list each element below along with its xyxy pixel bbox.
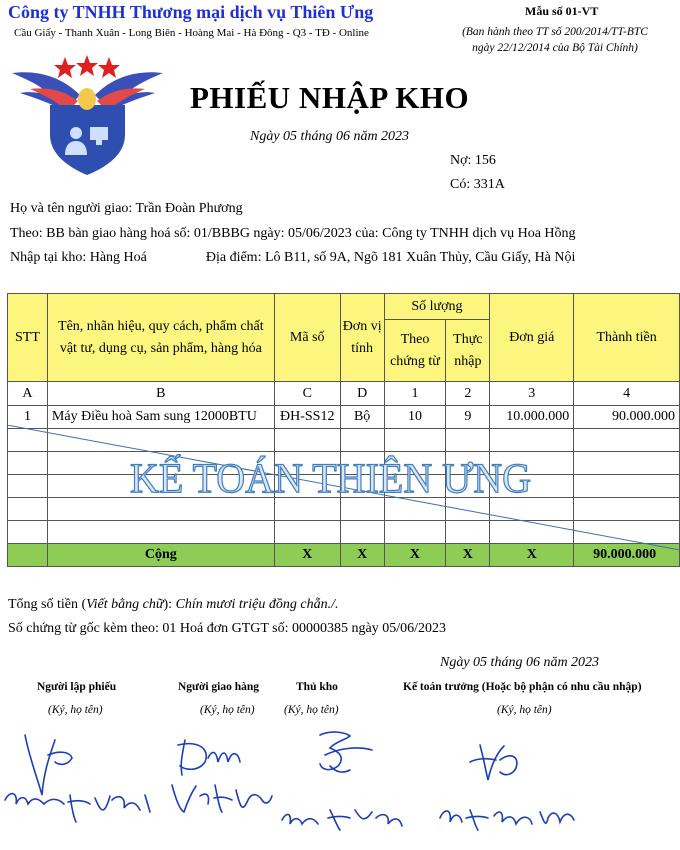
watermark-text: KẾ TOÁN THIÊN ƯNG <box>130 454 532 503</box>
header-qty-doc: Theo chứng từ <box>384 320 446 382</box>
role-hint-storekeeper: (Ký, họ tên) <box>284 704 339 716</box>
index-cell: 4 <box>574 382 680 406</box>
cell-name: Máy Điều hoà Sam sung 12000BTU <box>47 406 274 429</box>
index-cell: B <box>47 382 274 406</box>
table-index-row <box>8 382 680 406</box>
header-price: Đơn giá <box>490 294 574 382</box>
warehouse-location: Địa điểm: Lô B11, số 9A, Ngõ 181 Xuân Thủy, Cầu Giấy, Hà Nội <box>205 250 576 265</box>
debit-account: Nợ: 156 <box>450 153 496 168</box>
form-number: Mẫu số 01-VT <box>525 4 599 18</box>
role-title-storekeeper: Thủ kho <box>296 681 338 693</box>
role-hint-chief-accountant: (Ký, họ tên) <box>497 704 552 716</box>
total-words-hint: Viết bằng chữ <box>86 597 164 612</box>
form-regulation-note <box>440 24 670 56</box>
total-price: X <box>490 544 574 567</box>
signature-date: Ngày 05 tháng 06 năm 2023 <box>440 655 600 670</box>
total-qty-doc: X <box>384 544 446 567</box>
signature-chief-accountant <box>440 745 574 830</box>
total-words-value: Chín mươi triệu đồng chẵn./. <box>175 597 339 612</box>
index-cell: 1 <box>384 382 446 406</box>
total-words-label: Tổng số tiền ( <box>8 597 87 612</box>
warehouse-line <box>10 250 575 266</box>
header-amount: Thành tiền <box>574 294 680 382</box>
header-code: Mã số <box>274 294 340 382</box>
signature-preparer <box>5 735 150 822</box>
signature-deliverer <box>172 740 272 812</box>
role-title-deliverer: Người giao hàng <box>178 681 260 693</box>
handwritten-signatures <box>0 700 680 850</box>
header-stt: STT <box>8 294 48 382</box>
cell-unit: Bộ <box>340 406 384 429</box>
total-amount: 90.000.000 <box>574 544 680 567</box>
cell-stt: 1 <box>8 406 48 429</box>
role-title-chief-accountant: Kế toán trưởng (Hoặc bộ phận có nhu cầu nhập) <box>403 681 642 693</box>
role-title-preparer: Người lập phiếu <box>37 681 117 693</box>
document-title: PHIẾU NHẬP KHO <box>190 80 470 115</box>
total-code: X <box>274 544 340 567</box>
index-cell: C <box>274 382 340 406</box>
deliverer-line: Họ và tên người giao: Trần Đoàn Phương <box>10 201 243 216</box>
warehouse-name: Nhập tại kho: Hàng Hoá <box>10 250 147 265</box>
form-note-line-2: ngày 22/12/2014 của Bộ Tài Chính) <box>472 42 638 54</box>
cell-amount: 90.000.000 <box>574 406 680 429</box>
form-note-line-1: (Ban hành theo TT số 200/2014/TT-BTC <box>462 26 648 38</box>
header-quantity: Số lượng <box>384 294 490 320</box>
logo-shield <box>50 105 125 175</box>
role-hint-deliverer: (Ký, họ tên) <box>200 704 255 716</box>
document-date: Ngày 05 tháng 06 năm 2023 <box>250 129 410 144</box>
header-name: Tên, nhãn hiệu, quy cách, phẩm chất vật tư, dụng cụ, sản phẩm, hàng hóa <box>47 294 274 382</box>
cell-code: ĐH-SS12 <box>274 406 340 429</box>
header-unit: Đơn vị tính <box>340 294 384 382</box>
index-cell: A <box>8 382 48 406</box>
company-logo <box>10 55 165 177</box>
total-label: Cộng <box>47 544 274 567</box>
cell-price: 10.000.000 <box>490 406 574 429</box>
cell-qty-doc: 10 <box>384 406 446 429</box>
index-cell: 3 <box>490 382 574 406</box>
table-header-row <box>8 294 680 320</box>
index-cell: 2 <box>446 382 490 406</box>
total-words-close: ): <box>163 597 176 612</box>
logo-stars <box>54 55 120 78</box>
company-branches: Cầu Giấy - Thanh Xuân - Long Biên - Hoàng Mai - Hà Đông - Q3 - TĐ - Online <box>14 27 369 39</box>
total-unit: X <box>340 544 384 567</box>
cell-qty-actual: 9 <box>446 406 490 429</box>
header-qty-actual: Thực nhập <box>446 320 490 382</box>
signature-storekeeper <box>282 732 402 830</box>
reference-line: Theo: BB bàn giao hàng hoá số: 01/BBBG ngày: 05/06/2023 của: Công ty TNHH dịch vụ Hoa Hồng <box>10 226 576 241</box>
credit-account: Có: 331A <box>450 177 505 192</box>
company-name: Công ty TNHH Thương mại dịch vụ Thiên Ưng <box>8 2 374 22</box>
role-hint-preparer: (Ký, họ tên) <box>48 704 103 716</box>
total-qty-actual: X <box>446 544 490 567</box>
index-cell: D <box>340 382 384 406</box>
total-in-words <box>8 597 338 613</box>
attachments-line: Số chứng từ gốc kèm theo: 01 Hoá đơn GTGT số: 00000385 ngày 05/06/2023 <box>8 621 447 636</box>
